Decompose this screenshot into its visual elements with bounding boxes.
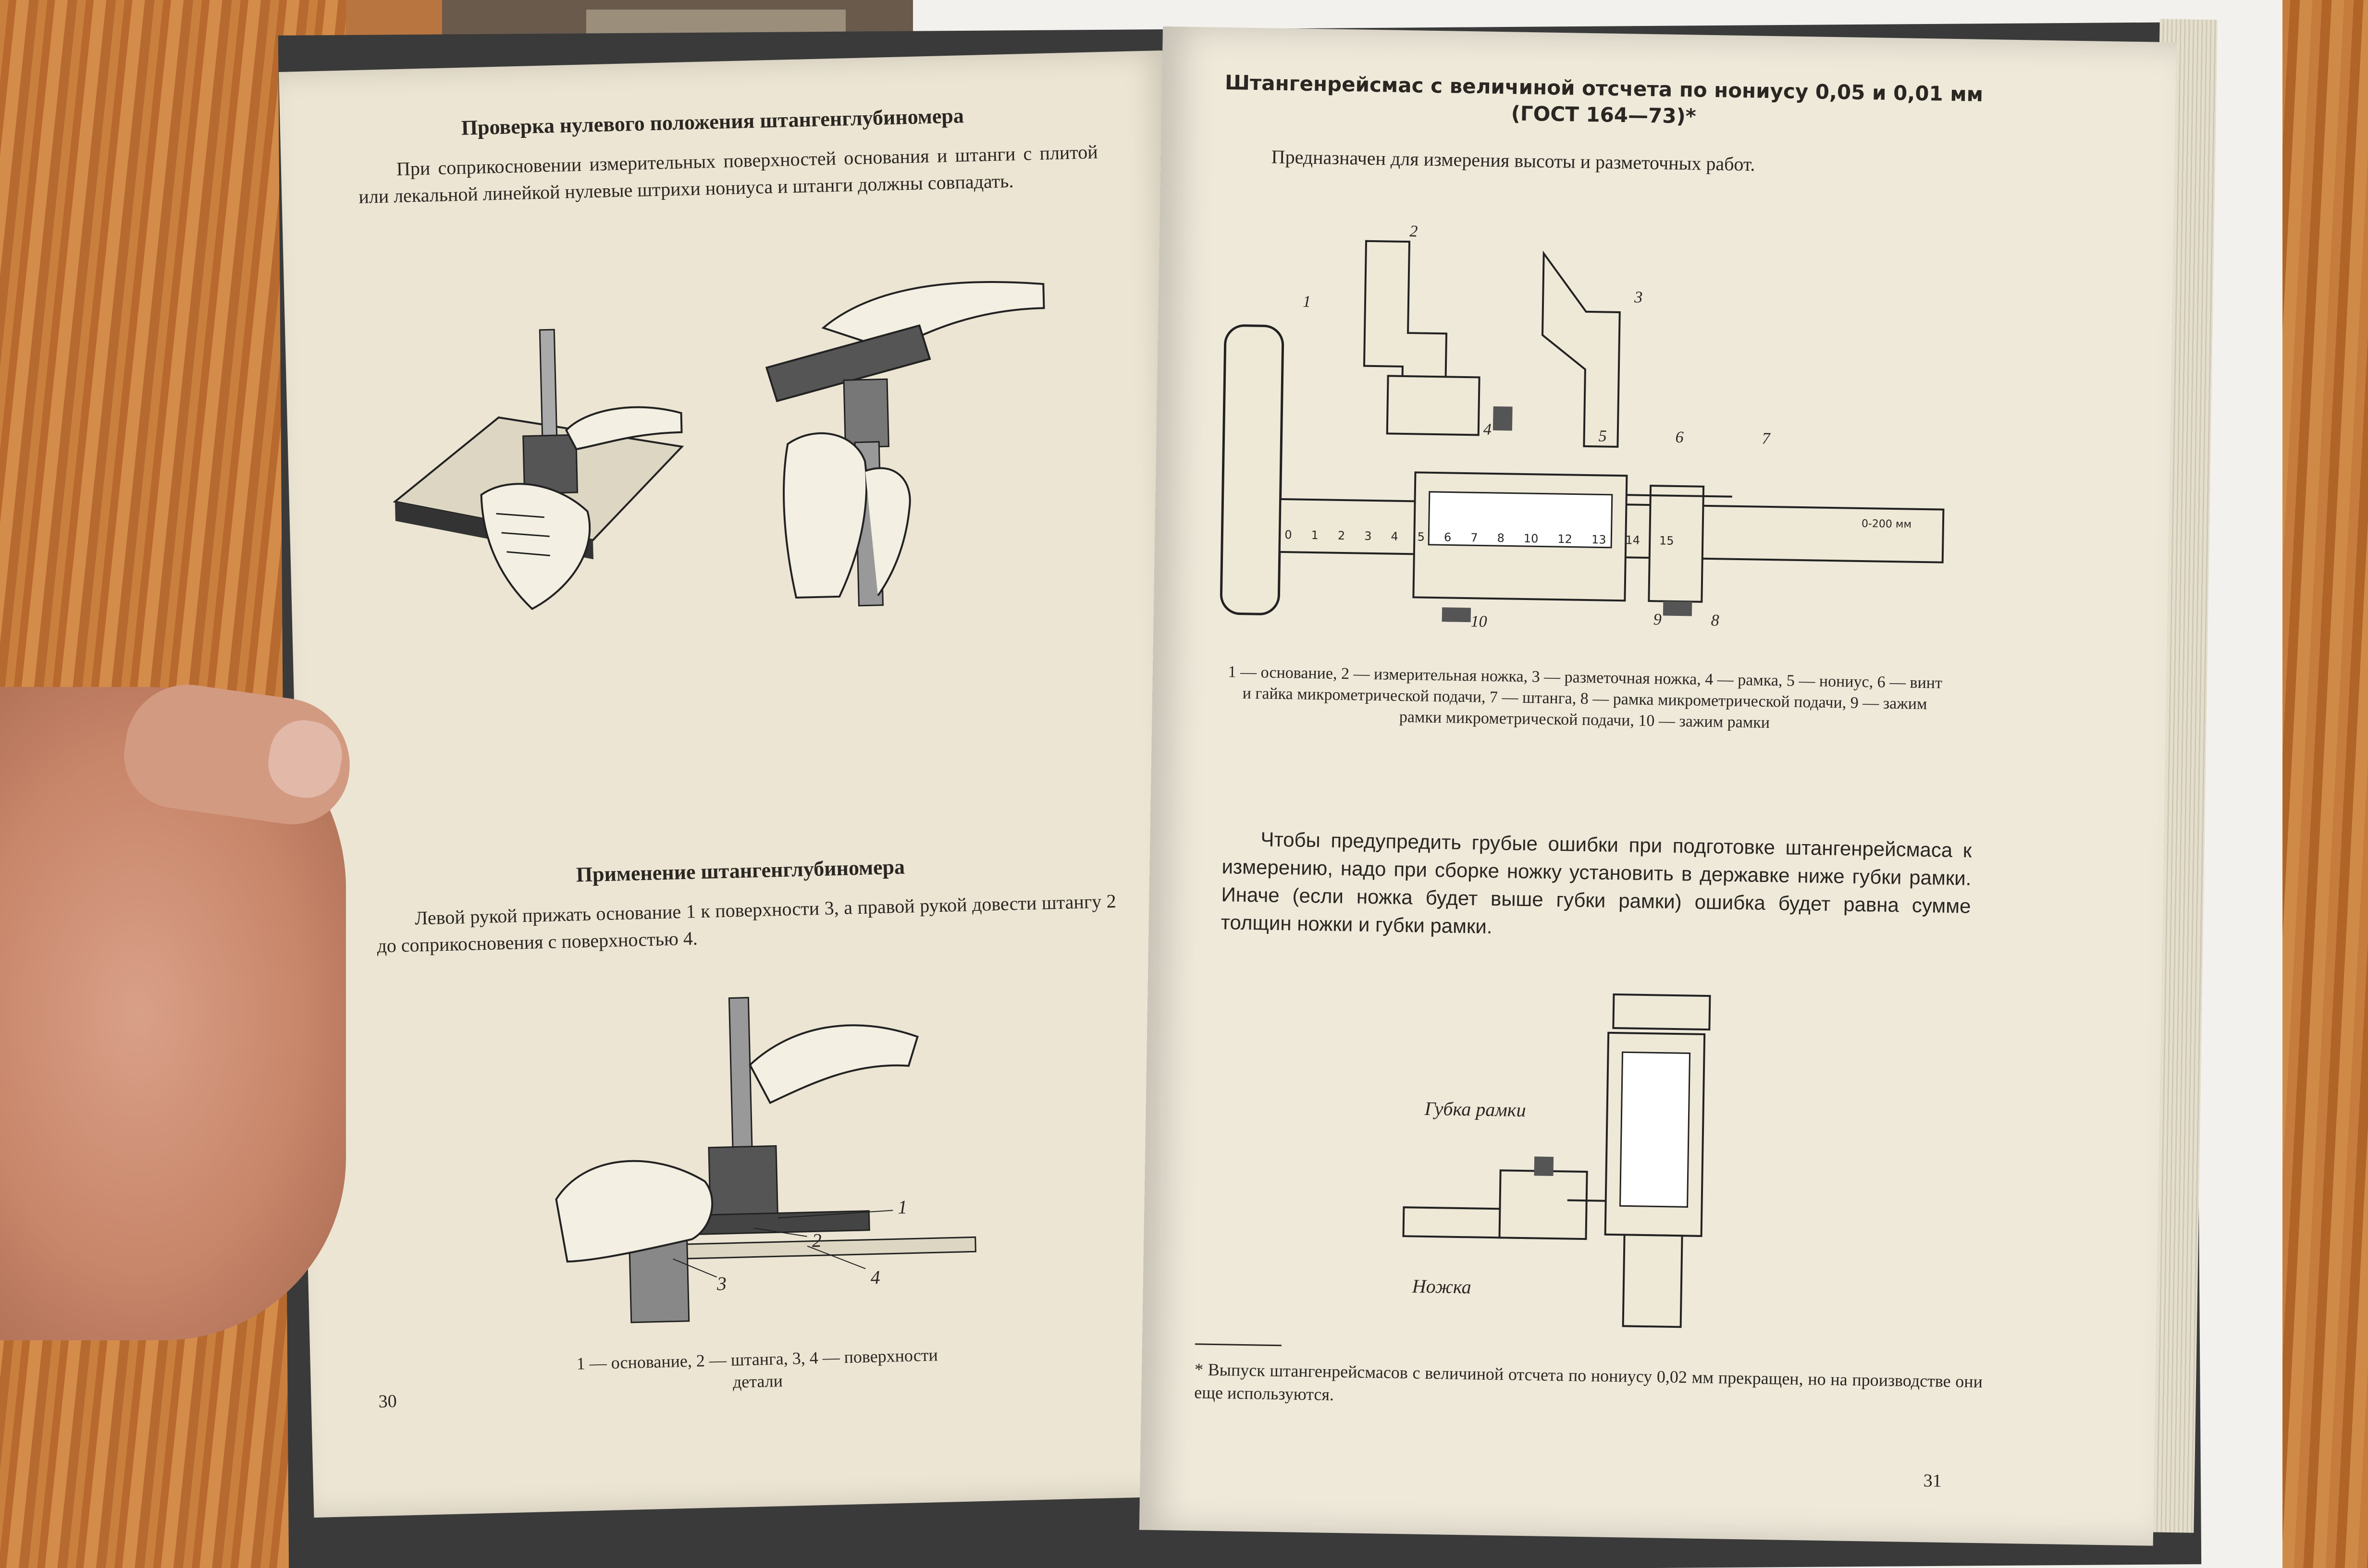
left-heading-application: Применение штангенглубиномера bbox=[576, 855, 905, 887]
figure-jaw-and-leg bbox=[1373, 981, 1811, 1334]
fig3-label-jaw: Губка рамки bbox=[1424, 1097, 1526, 1121]
figure-height-gauge bbox=[1202, 210, 1958, 630]
fig3-label-leg: Ножка bbox=[1412, 1275, 1472, 1298]
figure-hands-plate bbox=[380, 287, 725, 632]
fig2-label-8: 8 bbox=[1711, 612, 1720, 630]
fig2-label-4: 4 bbox=[1483, 420, 1492, 439]
figure-depth-gauge-on-part bbox=[542, 982, 982, 1329]
right-figure-caption: 1 — основание, 2 — измерительная ножка, 3 — разметочная ножка, 4 — рамка, 5 — нониус, 6 — винт и гайка микрометрической подачи, 7 — штанга, 8 — рамка микрометрической подачи, 9 — зажим рамки микрометрической подачи, 10 — зажим рамки bbox=[1228, 663, 1943, 732]
scale-num: 1 bbox=[1311, 528, 1319, 542]
footnote-rule bbox=[1195, 1343, 1282, 1346]
fig2-label-3: 3 bbox=[1634, 288, 1643, 306]
fig-label-3: 3 bbox=[716, 1272, 727, 1295]
fig2-label-1: 1 bbox=[1302, 293, 1311, 311]
scale-num: 7 bbox=[1470, 531, 1478, 545]
scale-num: 3 bbox=[1364, 529, 1372, 543]
scale-num: 5 bbox=[1417, 530, 1425, 544]
fig2-label-10: 10 bbox=[1470, 612, 1487, 631]
figure-depth-gauge-in-hands bbox=[745, 254, 1090, 627]
left-heading-zero-check: Проверка нулевого положения штангенглубиномера bbox=[461, 104, 964, 140]
scale-num: 10 bbox=[1523, 531, 1539, 546]
scale-num: 14 bbox=[1625, 533, 1640, 547]
right-heading-line2: (ГОСТ 164—73)* bbox=[1511, 101, 1697, 128]
page-number-right: 31 bbox=[1923, 1470, 1942, 1491]
scale-mark: 0-200 мм bbox=[1861, 517, 1912, 531]
scale-num: 6 bbox=[1443, 530, 1452, 544]
right-paragraph-warning: Чтобы предупредить грубые ошибки при подготовке штангенрейсмаса к измерению, надо при сборке ножку установить в державке ниже губки рамки. Иначе (если ножка будет выше губки рамки) ошибка будет равна сумме толщин ножки и губки рамки. bbox=[1221, 828, 1972, 938]
fig2-label-5: 5 bbox=[1598, 427, 1607, 445]
right-heading-line1: Штангенрейсмас с величиной отсчета по нониусу 0,05 и 0,01 мм bbox=[1224, 71, 1984, 106]
scale-num: 13 bbox=[1591, 533, 1606, 547]
scale-num: 4 bbox=[1391, 529, 1399, 543]
fig-label-1: 1 bbox=[897, 1196, 908, 1218]
fig2-label-7: 7 bbox=[1762, 429, 1770, 448]
right-page bbox=[1139, 26, 2177, 1546]
footnote: * Выпуск штангенрейсмасов с величиной отсчета по нониусу 0,02 мм прекращен, но на производстве они еще используются. bbox=[1194, 1360, 1983, 1404]
left-page bbox=[279, 50, 1203, 1518]
fig-label-4: 4 bbox=[870, 1266, 881, 1288]
page-number-left: 30 bbox=[378, 1391, 397, 1412]
left-paragraph-zero-check: При соприкосновении измерительных поверхностей основания и штанги с плитой или лекальной линейкой нулевые штрихи нониуса и штанги должны совпадать. bbox=[358, 141, 1098, 208]
fig-label-2: 2 bbox=[812, 1229, 822, 1251]
fig2-label-9: 9 bbox=[1653, 611, 1662, 629]
left-paragraph-application: Левой рукой прижать основание 1 к поверхности 3, а правой рукой довести штангу 2 до соприкосновения с поверхностью 4. bbox=[376, 890, 1117, 957]
scale-num: 2 bbox=[1337, 528, 1345, 543]
scale-num: 8 bbox=[1497, 531, 1505, 545]
right-intro: Предназначен для измерения высоты и разметочных работ. bbox=[1271, 146, 1755, 175]
fig2-label-6: 6 bbox=[1675, 428, 1684, 447]
scale-num: 0 bbox=[1284, 528, 1292, 542]
scale-num: 15 bbox=[1659, 534, 1674, 548]
fig2-label-2: 2 bbox=[1409, 222, 1418, 241]
scale-num: 12 bbox=[1557, 532, 1573, 546]
left-figure-caption: 1 — основание, 2 — штанга, 3, 4 — поверхности детали bbox=[576, 1345, 938, 1392]
